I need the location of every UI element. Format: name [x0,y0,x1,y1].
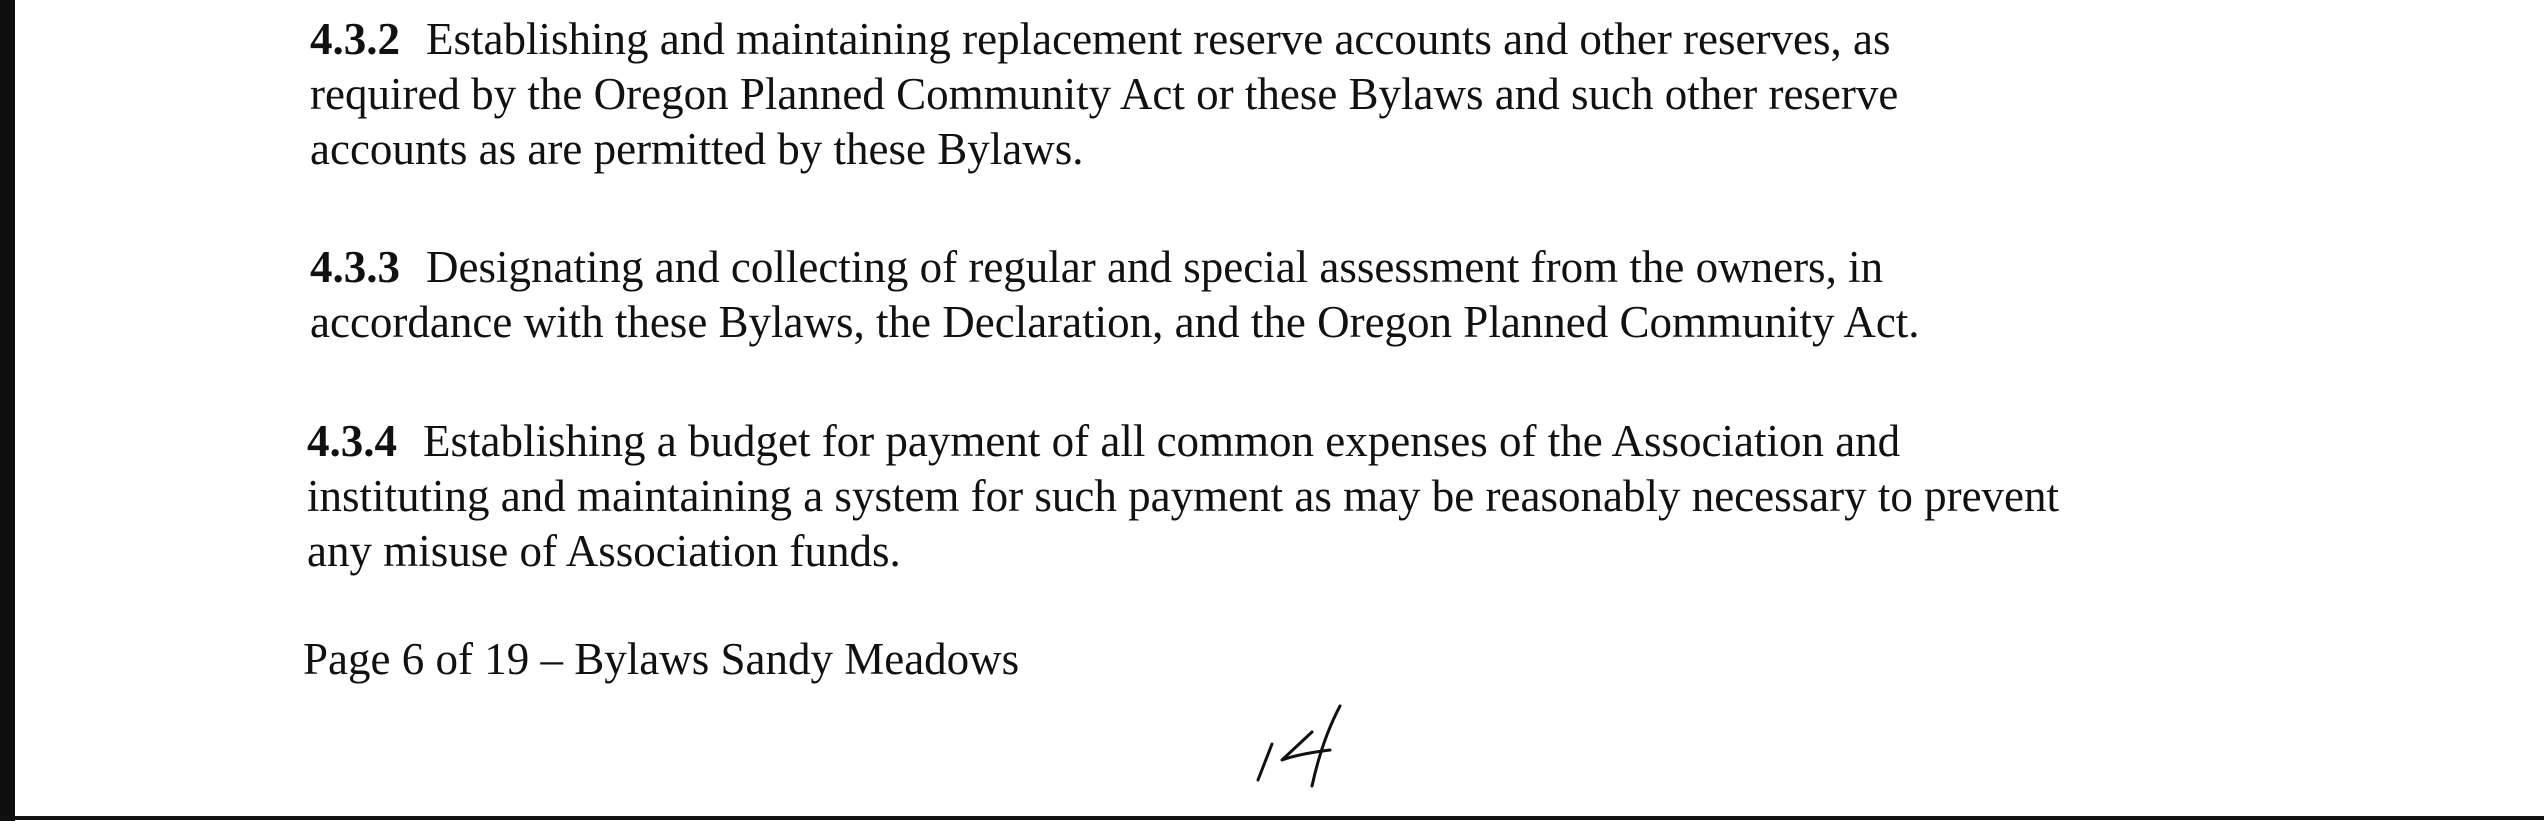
paragraph-line: any misuse of Association funds. [307,526,901,576]
paragraph-line: accounts as are permitted by these Bylaws. [310,124,1084,174]
paragraph-line: accordance with these Bylaws, the Declaration, and the Oregon Planned Community Act. [310,297,1920,347]
paragraph-line: instituting and maintaining a system for such payment as may be reasonably necessary to prevent [307,471,2060,521]
section-4-3-2 [310,12,1898,177]
paragraph-line [307,414,2059,469]
handwritten-page-number [1250,700,1380,790]
section-number: 4.3.2 [310,14,400,64]
section-4-3-3 [310,240,1920,350]
section-number: 4.3.4 [307,416,397,466]
page-bottom-rule [0,816,2544,820]
paragraph-line [310,12,1898,67]
section-number: 4.3.3 [310,242,400,292]
paragraph-text: Designating and collecting of regular and special assessment from the owners, in [426,242,1884,292]
paragraph-text: Establishing and maintaining replacement reserve accounts and other reserves, as [426,14,1891,64]
section-4-3-4 [307,414,2059,579]
page-footer: Page 6 of 19 – Bylaws Sandy Meadows [303,634,1020,684]
paragraph-text: Establishing a budget for payment of all common expenses of the Association and [423,416,1901,466]
paragraph-line: required by the Oregon Planned Community Act or these Bylaws and such other reserve [310,69,1899,119]
paragraph-line [310,240,1920,295]
